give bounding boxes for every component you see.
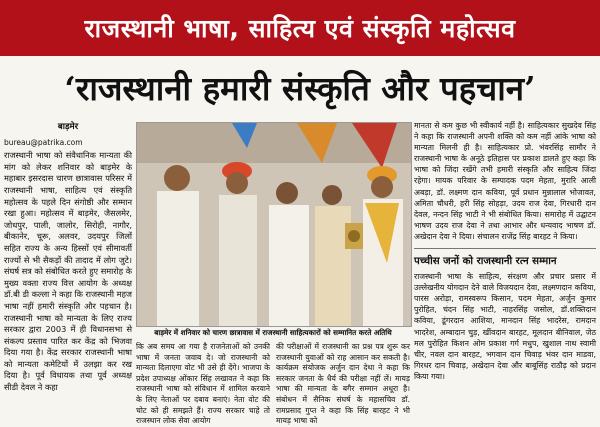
award-plaque-icon <box>345 223 363 249</box>
article-column-left <box>4 120 132 400</box>
article-text-middle-b: की परीक्षाओं में राजस्थानी का प्रश्न पत्र शुरू कर राजस्थानी युवाओं को राह आसान कर सकती है। कार्यक्रम संयोजक अर्जुन दान देथा ने कहा कि सरकार जनता के धैर्य की परीक्षा नहीं लें। मायड़ भाषा की मान्यता के बगैर सम्मान अधूरा है। संबोधन में सैनिक संघर्ष के महासचिव डॉ. रामप्रसाद गुप्त ने कहा कि सिंह बारहट ने भी मायड़ भाषा को <box>276 342 410 426</box>
page-headline: ‘राजस्थानी हमारी संस्कृति और पहचान’ <box>64 68 536 108</box>
byline: बाड़मेर <box>57 122 79 132</box>
article-text-right-a: मानता से कम कुछ भी स्वीकार्य नहीं है। साहित्यकार सुखदेव सिंह ने कहा कि राजस्थानी अपनी शक्ति को कम नहीं आंके भाषा को मान्यता मिलनी ही है। साहित्यकार प्रो. भंवरसिंह सामौर ने राजस्थानी भाषा के अनूठे इतिहास पर प्रकाश डालते हुए कहा कि भाषा को जिंदा रखेंगे तभी हमारी संस्कृति और साहित्य जिंदा रहेगा। मायक परिवार के सम्पादक पदम मेहता, मुरारि आली अबड़ा, डॉ. लक्ष्मण दान कविया, पूर्व प्रधान मुन्नालाल भोजावत, अमिता चौधरी, हरी सिंह सोहड़ा, उदय राज देवा, गिरधारी दान देवल, नन्दन सिंह भाटी ने भी संबोधित किया। समारोह में उद्घाटन भाषण उदय राज देवा ने तथा आभार और धन्यवाद भाषण डॉ. अखेदान देवा ने दिया। संचालन राजेंद्र सिंह बारहट ने किया। <box>414 121 596 241</box>
sub-headline: पच्चीस जनों को राजस्थानी रत्न सम्मान <box>414 248 596 267</box>
photo-caption: बाड़मेर में शनिवार को चारण छात्रावास में राजस्थानी साहित्यकारों को सम्मानित करते अतिथि <box>154 328 392 337</box>
article-text-left: राजस्थानी भाषा को संवैधानिक मान्यता की मांग को लेकर शनिवार को बाड़मेर के महाबार इसरदास चारण छात्रावास परिसर में राजस्थानी भाषा, साहित्य एवं संस्कृति महोत्सव के पहले दिन संगोष्ठी और सम्मान रखा हुआ। महोत्सव में बाड़मेर, जैसलमेर, जोधपुर, पाली, जालोर, सिरोही, नागौर, बीकानेर, चूरू, अलवर, उदयपुर जिलों सहित राज्य के अन्य हिस्सों एवं सीमावर्ती राज्यों से भी सैकड़ों की तादाद में लोग जुटे। संघर्ष सत्र को संबोधित करते हुए समारोह के मुख्य वक्ता राज्य वित्त आयोग के अध्यक्ष डॉ.बी डी कल्ला ने कहा कि राजस्थानी महज भाषा नहीं हमारी संस्कृति और पहचान है। राजस्थानी भाषा को मान्यता के लिए राज्य सरकार द्वारा 2003 में ही विधानसभा से संकल्प प्रस्ताव पारित कर केंद्र को भिजवा दिया गया है। केंद्र सरकार राजस्थानी भाषा को मान्यता कमेटियों में उलझा कर रख दिया है। पूर्व विधायक तथा पूर्व अध्यक्ष सीडी देवल ने कहा <box>4 150 132 393</box>
article-text-right-b: राजस्थानी भाषा के साहित्य, संरक्षण और प्रचार प्रसार में उल्लेखनीय योगदान देने वाले विजयदान देवा, लक्ष्मणदान कविया, पारस अरोड़ा, रामस्वरूप किसान, पदम मेहता, अर्जुन कुमार पुरोहित, चंदन सिंह भाटी, नाहरसिंह जसोल, डॉ.शक्तिदान कविया, डूंगरदान आशिया, मानदान सिंह भादरेस, रामदान भादरेश, अम्बादान चुड़, खींवदान बारहट, मूलदान बीनिवाल, जेठ मल पुरोहित किशन ओम प्रकाश गर्ग मधुप, खुशाल नाथ स्वामी चीर, नवल दान बारहट, भगवान दान चिवाड़ भंवर दान माडवा, गिरधर दान चिवाड़, अखेदान देवा और बाबूसिंह राठौड़ को प्रदान किया गया। <box>414 272 596 381</box>
byline-email: bureau@patrika.com <box>4 137 83 147</box>
section-banner: राजस्थानी भाषा, साहित्य एवं संस्कृति महोत्सव <box>0 0 600 56</box>
article-text-middle-a: कि अब समय आ गया है राजनेताओं को उनकी भाषा में जनता जवाब दे। जो राजस्थानी को मान्यता दिलाएगा वोट भी उसे ही देंगे। भाजपा के प्रदेश उपाध्यक्ष ओंकार सिंह लखावत ने कहा कि राजस्थानी भाषा को संविधान में शामिल करवाने के लिए नेताओं पर दबाव बनाएं। नेता वोट की चोट को ही समझते हैं। राज्य सरकार चाहे तो राजस्थान लोक सेवा आयोग <box>136 342 270 426</box>
news-photo <box>136 122 412 327</box>
person-shawl-figure <box>315 185 351 326</box>
article-columns-middle <box>136 342 410 426</box>
article-column-right <box>414 120 596 400</box>
